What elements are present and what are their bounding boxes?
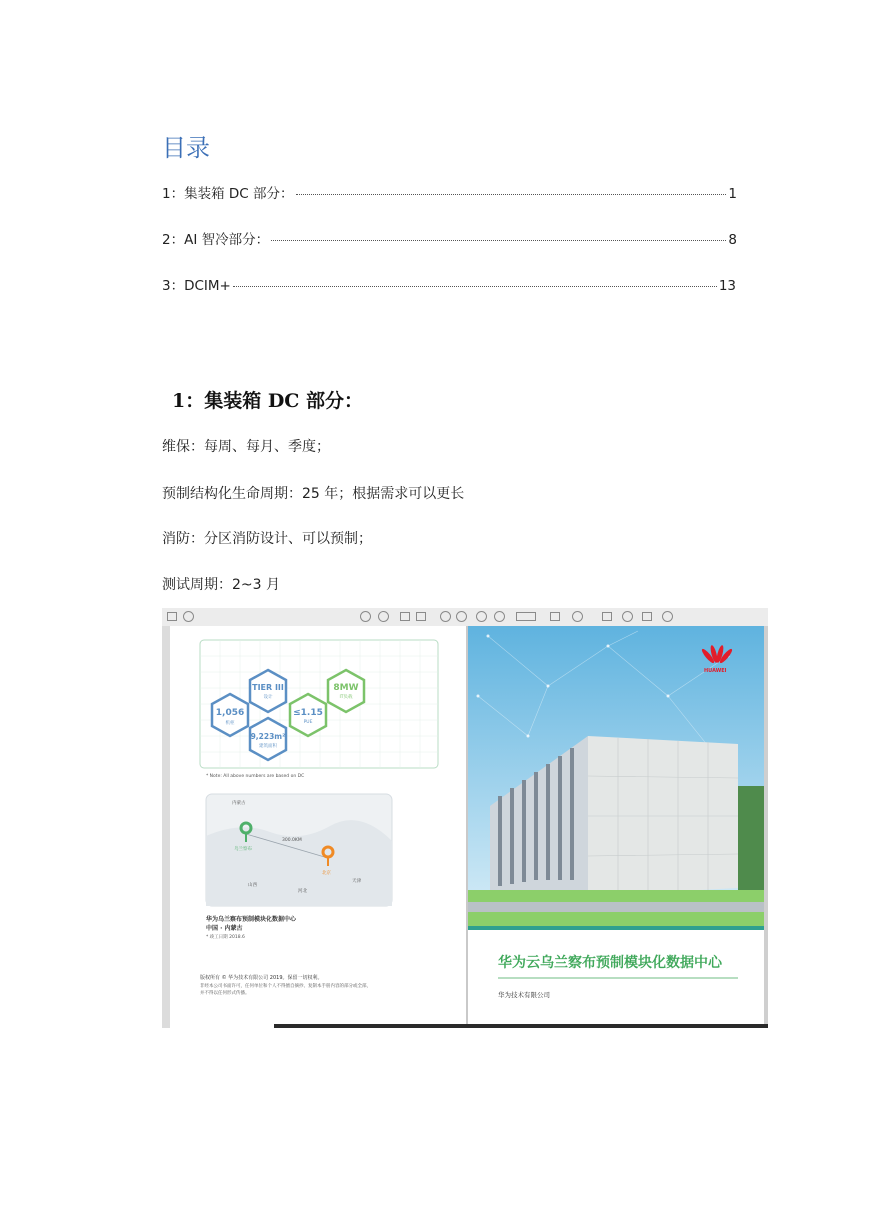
brochure-cover-page xyxy=(468,626,764,1028)
cursor-icon[interactable] xyxy=(440,611,451,622)
viewer-bottom-edge xyxy=(274,1024,768,1028)
zoom-level-dropdown[interactable] xyxy=(516,612,536,621)
copyright: 并不得以任何形式传播。 xyxy=(200,991,250,996)
section-heading: 1：集装箱 DC 部分： xyxy=(172,390,364,412)
paragraph: 维保：每周、每月、季度； xyxy=(162,439,330,455)
map-label: 山西 xyxy=(248,883,257,888)
map-label: 河北 xyxy=(298,889,307,894)
toc-entry[interactable] xyxy=(162,182,737,202)
view-mode-icon[interactable] xyxy=(550,612,560,621)
toc-entry[interactable] xyxy=(162,274,736,294)
huawei-logo: HUAWEI xyxy=(704,668,727,674)
fit-icon[interactable] xyxy=(494,611,505,622)
footnote: * Note: All above numbers are based on DC xyxy=(206,774,305,779)
toc-title: 目录 xyxy=(162,134,210,162)
zoom-in-icon[interactable] xyxy=(378,611,389,622)
toc-leader-dots xyxy=(233,286,717,287)
toc-leader-dots xyxy=(296,194,727,195)
toc-entry-page: 1 xyxy=(728,186,737,202)
toc-entry[interactable] xyxy=(162,228,737,248)
toc-entry-label: 1：集装箱 DC 部分： xyxy=(162,186,294,202)
pen-icon[interactable] xyxy=(622,611,633,622)
map-distance: 300.0KM xyxy=(282,838,302,843)
paragraph: 消防：分区消防设计、可以预制； xyxy=(162,531,372,547)
search-icon[interactable] xyxy=(183,611,194,622)
page-indicator-icon[interactable] xyxy=(400,612,410,621)
left-page-graphics xyxy=(170,626,466,1026)
brochure-screenshot xyxy=(162,608,768,1028)
zoom-out-icon[interactable] xyxy=(360,611,371,622)
map-label: 内蒙古 xyxy=(232,801,246,806)
hex-label: IT负载 xyxy=(339,695,353,700)
brochure-left-page xyxy=(170,626,466,1026)
hex-value: TIER III xyxy=(252,683,284,692)
share-icon[interactable] xyxy=(662,611,673,622)
page-count-icon xyxy=(416,612,426,621)
hex-label: 建筑面积 xyxy=(259,744,277,749)
save-icon[interactable] xyxy=(167,612,177,621)
caption: 华为乌兰察布预制模块化数据中心 xyxy=(206,916,297,923)
toc-entry-page: 8 xyxy=(728,232,737,248)
caption: 中国 · 内蒙古 xyxy=(206,925,243,932)
toc-entry-page: 13 xyxy=(718,278,736,294)
hex-value: 1,056 xyxy=(215,708,245,718)
comment-icon[interactable] xyxy=(602,612,612,621)
hex-label: PUE xyxy=(303,720,313,725)
hex-value: 8MW xyxy=(333,683,359,693)
copyright: 版权所有 © 华为技术有限公司 2019。保留一切权利。 xyxy=(200,975,323,981)
cover-title: 华为云乌兰察布预制模块化数据中心 xyxy=(498,955,722,971)
paragraph: 测试周期：2~3 月 xyxy=(162,577,280,593)
page-gutter xyxy=(162,626,170,1028)
map-label: 天津 xyxy=(352,879,361,884)
cover-company: 华为技术有限公司 xyxy=(498,991,550,999)
toc-entry-label: 3：DCIM+ xyxy=(162,278,231,294)
page-gutter xyxy=(764,626,768,1028)
hand-icon[interactable] xyxy=(456,611,467,622)
viewer-toolbar xyxy=(162,608,768,627)
caption-note: * 竣工日期 2018.6 xyxy=(206,935,245,940)
print-icon[interactable] xyxy=(572,611,583,622)
map-pin-label: 乌兰察布 xyxy=(234,847,252,852)
rotate-icon[interactable] xyxy=(476,611,487,622)
toc-entry-label: 2：AI 智冷部分： xyxy=(162,232,270,248)
paragraph: 预制结构化生命周期：25 年；根据需求可以更长 xyxy=(162,486,465,502)
map-pin-label: 北京 xyxy=(322,871,331,876)
hex-value: ≤1.15 xyxy=(293,708,323,718)
toc-leader-dots xyxy=(271,240,726,241)
hex-label: 设计 xyxy=(263,695,273,700)
copyright: 非经本公司书面许可，任何单位和个人不得擅自摘抄、复制本手册内容的部分或全部， xyxy=(200,984,371,989)
hex-label: 机柜 xyxy=(225,721,235,726)
stamp-icon[interactable] xyxy=(642,612,652,621)
hex-value: 9,223m² xyxy=(250,732,286,741)
